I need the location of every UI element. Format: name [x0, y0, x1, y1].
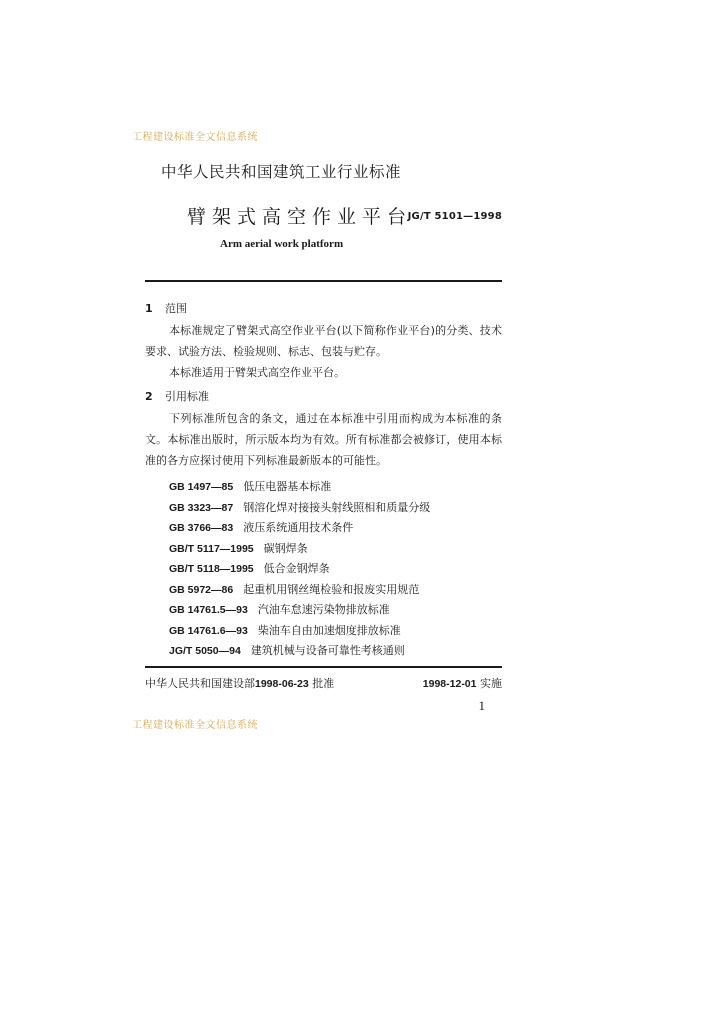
watermark-bottom: 工程建设标准全文信息系统 — [132, 720, 258, 731]
reference-code: JG/T 5050—94 — [169, 645, 241, 657]
implementation-word: 实施 — [480, 676, 502, 690]
approval-date: 1998-06-23 — [255, 677, 309, 690]
document-page — [145, 160, 502, 713]
approval-org: 中华人民共和国建设部 — [145, 676, 255, 690]
reference-title: 碳钢焊条 — [263, 541, 308, 555]
reference-code: GB 1497—85 — [169, 481, 234, 493]
approval-word: 批准 — [312, 676, 335, 690]
standard-title-en: Arm aerial work platform — [220, 238, 344, 250]
section-2-number: 2 — [145, 390, 153, 403]
reference-code: GB/T 5117—1995 — [169, 542, 254, 555]
reference-title: 柴油车自由加速烟度排放标准 — [257, 623, 401, 637]
reference-code: GB 14761.5—93 — [169, 604, 248, 616]
reference-item — [145, 539, 502, 560]
reference-title: 低压电器基本标准 — [243, 480, 332, 493]
reference-item — [145, 498, 502, 519]
section-1-title: 范围 — [165, 302, 187, 315]
reference-item — [145, 621, 502, 642]
reference-code: GB 14761.6—93 — [169, 624, 248, 637]
reference-code: GB 5972—86 — [169, 583, 234, 596]
reference-item — [145, 518, 502, 539]
standard-code: JG/T 5101—1998 — [407, 211, 502, 222]
reference-item — [145, 559, 502, 580]
watermark-top: 工程建设标准全文信息系统 — [132, 132, 258, 143]
reference-title: 汽油车怠速污染物排放标准 — [257, 603, 390, 616]
reference-item — [145, 600, 502, 621]
reference-title: 建筑机械与设备可靠性考核通则 — [250, 644, 405, 657]
standard-title-zh: 臂架式高空作业平台 — [187, 206, 413, 228]
section-2-heading — [145, 389, 502, 405]
reference-code: GB 3766—83 — [169, 522, 234, 534]
approval-line — [145, 675, 334, 691]
page-number: 1 — [478, 698, 485, 713]
reference-item — [145, 641, 502, 662]
top-rule — [145, 280, 502, 282]
reference-item — [145, 580, 502, 601]
section-1-paragraph-2: 本标准适用于臂架式高空作业平台。 — [169, 366, 345, 379]
reference-title: 液压系统通用技术条件 — [243, 521, 354, 534]
reference-code: GB/T 5118—1995 — [169, 563, 254, 575]
footer-row — [145, 673, 502, 693]
reference-list — [145, 477, 502, 662]
reference-code: GB 3323—87 — [169, 501, 234, 514]
reference-title: 钢溶化焊对接接头射线照相和质量分级 — [243, 500, 431, 514]
implementation-date: 1998-12-01 — [422, 677, 477, 690]
reference-title: 起重机用钢丝绳检验和报废实用规范 — [243, 582, 420, 596]
section-2-paragraph-1: 下列标准所包含的条文，通过在本标准中引用而构成为本标准的条文。本标准出版时，所示版本均为有效。所有标准都会被修订，使用本标准的各方应探讨使用下列标准最新版本的可能性。 — [145, 412, 502, 467]
industry-standard-title: 中华人民共和国建筑工业行业标准 — [161, 163, 402, 181]
title-row — [145, 206, 502, 228]
section-1-heading — [145, 301, 502, 317]
section-2-title: 引用标准 — [165, 390, 209, 403]
reference-item — [145, 477, 502, 498]
section-1-number: 1 — [145, 302, 153, 315]
implementation-line — [423, 675, 502, 691]
reference-title: 低合金钢焊条 — [263, 562, 330, 575]
bottom-rule — [145, 666, 502, 668]
section-1-paragraph-1: 本标准规定了臂架式高空作业平台(以下简称作业平台)的分类、技术要求、试验方法、检验规则、标志、包装与贮存。 — [145, 324, 502, 358]
